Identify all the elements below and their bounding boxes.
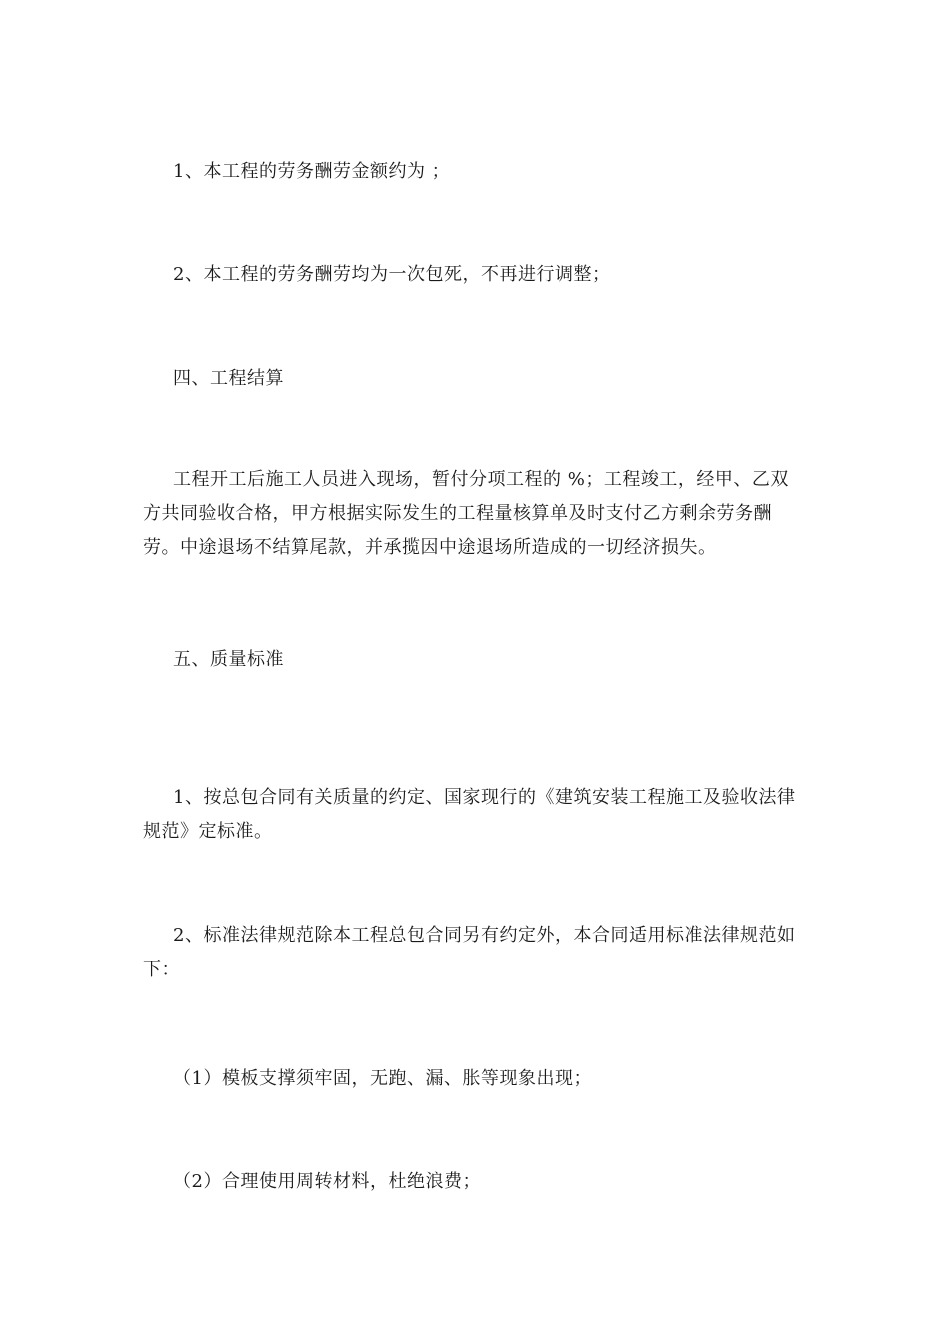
settlement-paragraph: 工程开工后施工人员进入现场，暂付分项工程的 %；工程竣工，经甲、乙双方共同验收合格，甲方根据实际发生的工程量核算单及时支付乙方剩余劳务酬劳。中途退场不结算尾款，并承揽因中途退场所造成的一切经济损失。	[143, 469, 789, 558]
section-heading-quality: 五、质量标准	[173, 649, 284, 670]
fee-amount-clause: 1、本工程的劳务酬劳金额约为 ；	[173, 161, 451, 182]
quality-clause-2: 2、标准法律规范除本工程总包合同另有约定外，本合同适用标准法律规范如下：	[143, 925, 796, 980]
quality-clause-1: 1、按总包合同有关质量的约定、国家现行的《建筑安装工程施工及验收法律规范》定标准。	[143, 787, 796, 842]
standard-item-2: （2）合理使用周转材料，杜绝浪费；	[173, 1171, 481, 1192]
standard-item-1: （1）模板支撑须牢固，无跑、漏、胀等现象出现；	[173, 1068, 592, 1089]
fee-fixed-clause: 2、本工程的劳务酬劳均为一次包死，不再进行调整；	[173, 264, 611, 285]
section-heading-settlement: 四、工程结算	[173, 368, 284, 389]
